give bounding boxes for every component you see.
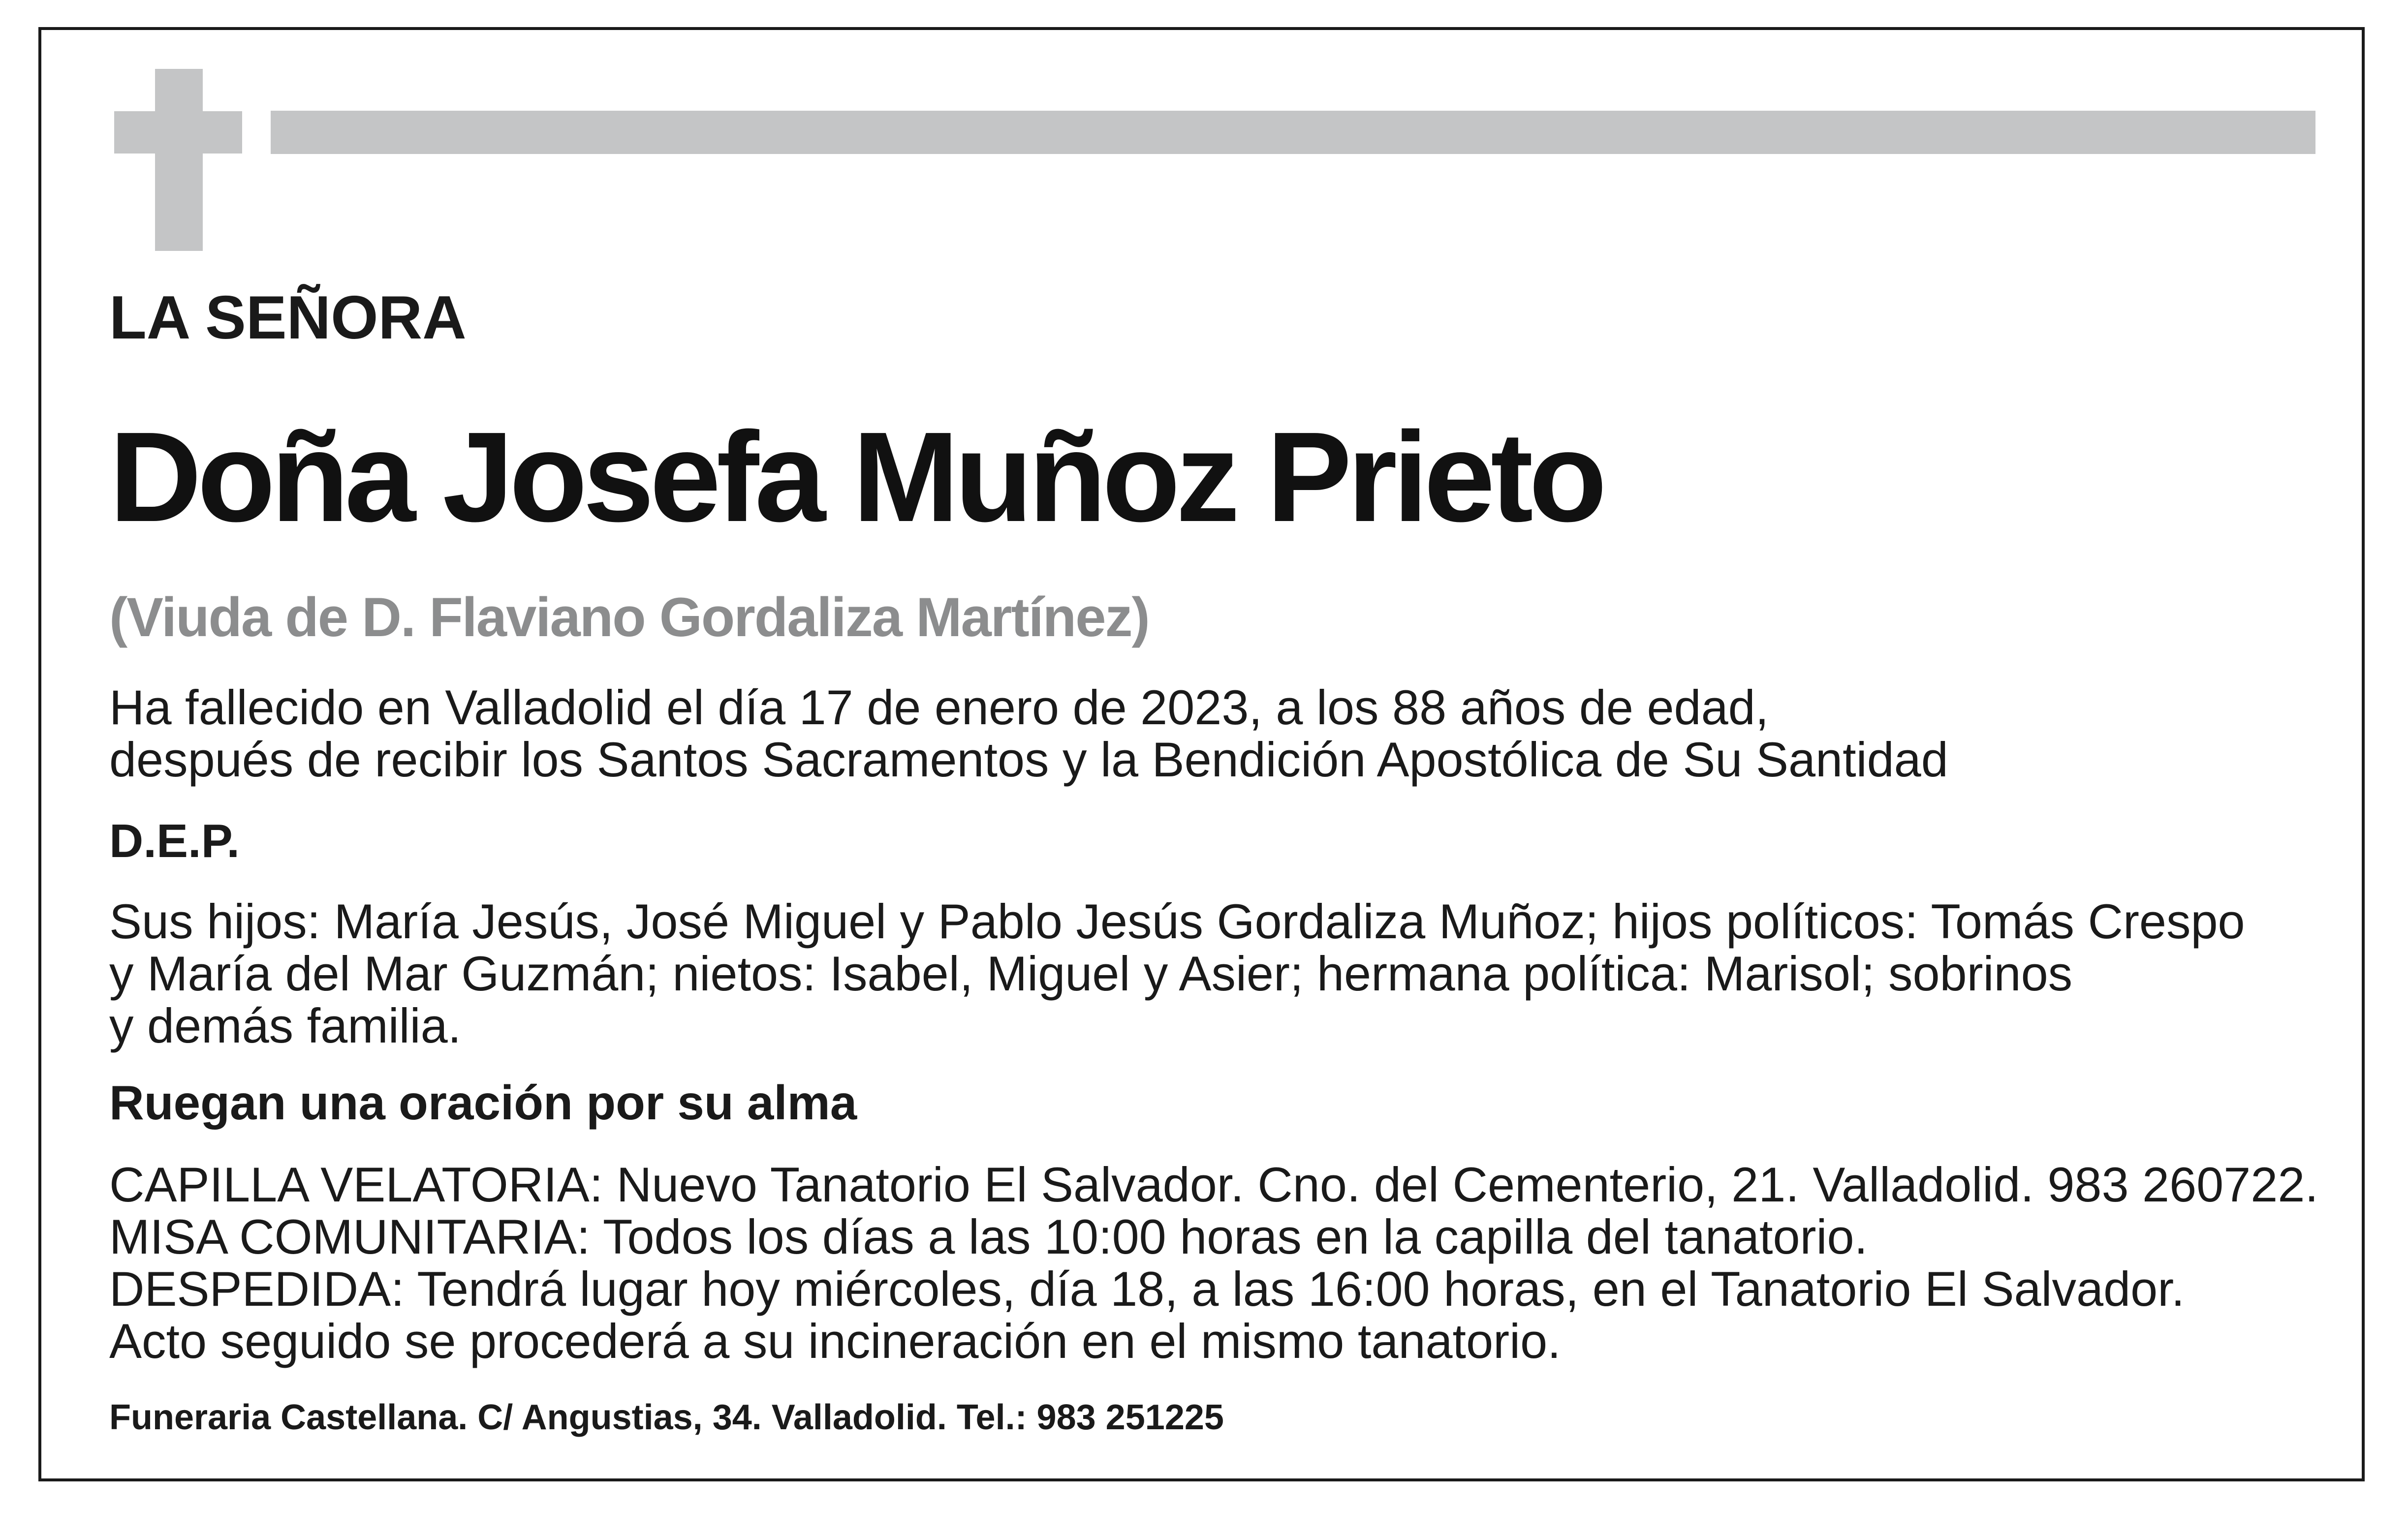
family-paragraph xyxy=(109,895,2245,1052)
prayer-request: Ruegan una oración por su alma xyxy=(109,1076,857,1130)
header-rule xyxy=(271,111,2315,154)
service-line: Acto seguido se procederá a su incineración en el mismo tanatorio. xyxy=(109,1314,1561,1368)
family-line: y demás familia. xyxy=(109,998,462,1053)
cross-vertical-bar xyxy=(155,69,203,251)
dep-label: D.E.P. xyxy=(109,815,240,867)
service-details xyxy=(109,1159,2318,1367)
death-line: Ha fallecido en Valladolid el día 17 de enero de 2023, a los 88 años de edad, xyxy=(109,680,1769,735)
widow-of-line: (Viuda de D. Flaviano Gordaliza Martínez) xyxy=(109,586,1149,648)
deceased-name: Doña Josefa Muñoz Prieto xyxy=(109,406,1603,549)
service-line: MISA COMUNITARIA: Todos los días a las 10:00 horas en la capilla del tanatorio. xyxy=(109,1209,1868,1264)
family-line: Sus hijos: María Jesús, José Miguel y Pablo Jesús Gordaliza Muñoz; hijos políticos: Tomás Crespo xyxy=(109,894,2245,949)
death-line: después de recibir los Santos Sacramentos y la Bendición Apostólica de Su Santidad xyxy=(109,732,1948,787)
death-announcement xyxy=(109,681,1948,786)
funeral-home-footer: Funeraria Castellana. C/ Angustias, 34. Valladolid. Tel.: 983 251225 xyxy=(109,1398,1224,1437)
family-line: y María del Mar Guzmán; nietos: Isabel, Miguel y Asier; hermana política: Marisol; sobrinos xyxy=(109,946,2073,1001)
service-line: CAPILLA VELATORIA: Nuevo Tanatorio El Salvador. Cno. del Cementerio, 21. Valladolid. 983 260722. xyxy=(109,1157,2318,1212)
service-line: DESPEDIDA: Tendrá lugar hoy miércoles, día 18, a las 16:00 horas, en el Tanatorio El Salvador. xyxy=(109,1261,2185,1316)
notice-title: LA SEÑORA xyxy=(109,284,467,352)
cross-horizontal-bar xyxy=(114,111,242,154)
